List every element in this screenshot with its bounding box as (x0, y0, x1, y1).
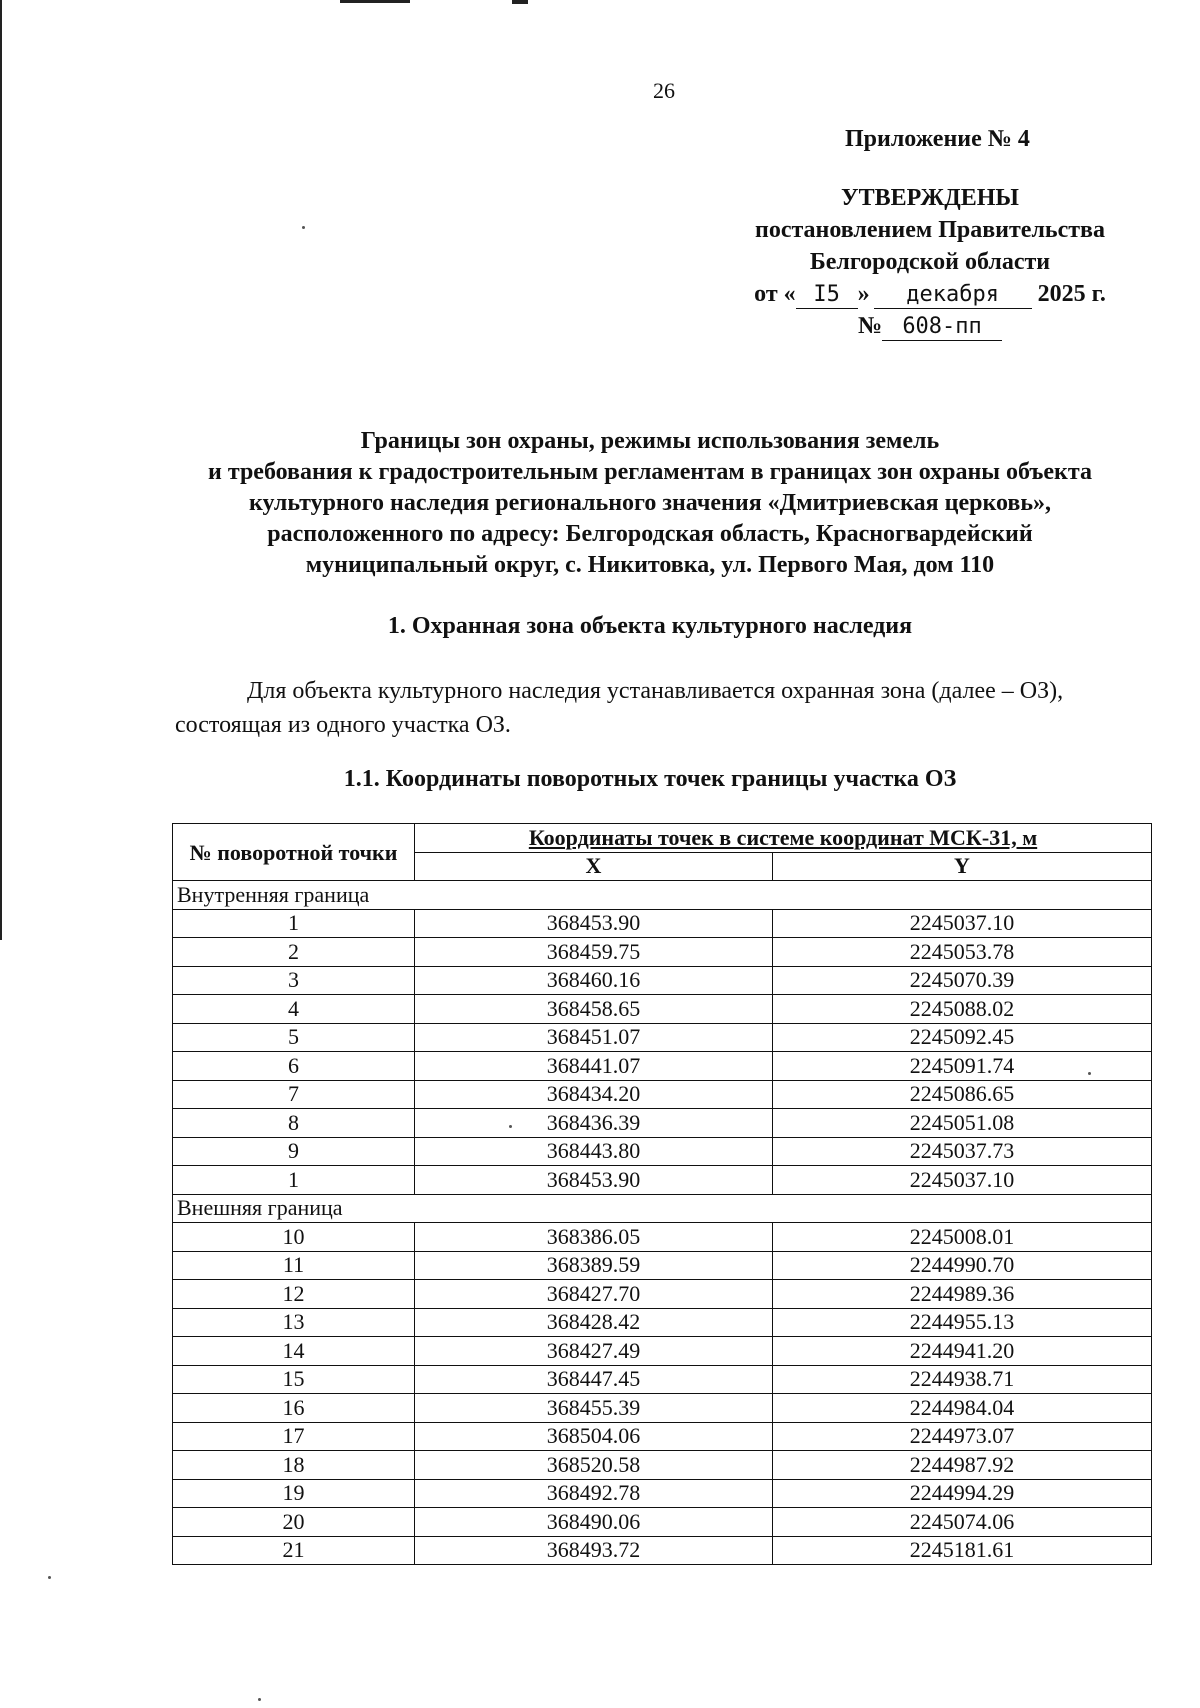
cell-x: 368389.59 (415, 1251, 773, 1280)
cell-x: 368493.72 (415, 1536, 773, 1565)
table-row (173, 1280, 1152, 1309)
title-line: культурного наследия регионального значения «Дмитриевская церковь», (248, 490, 1052, 516)
approval-date (720, 278, 1140, 310)
title-line: расположенного по адресу: Белгородская область, Красногвардейский (267, 521, 1033, 547)
date-prefix: от « (754, 281, 796, 307)
cell-y: 2244994.29 (773, 1479, 1152, 1508)
cell-x: 368386.05 (415, 1223, 773, 1252)
cell-y: 2244955.13 (773, 1308, 1152, 1337)
table-row (173, 1337, 1152, 1366)
coordinates-table (172, 823, 1152, 1565)
cell-point-number: 1 (173, 909, 415, 938)
cell-point-number: 11 (173, 1251, 415, 1280)
table-row (173, 1052, 1152, 1081)
table-row (173, 1023, 1152, 1052)
approval-number (720, 310, 1140, 342)
cell-x: 368504.06 (415, 1422, 773, 1451)
cell-x: 368451.07 (415, 1023, 773, 1052)
header-point-number: № поворотной точки (173, 824, 415, 881)
table-row (173, 909, 1152, 938)
table-row (173, 966, 1152, 995)
cell-y: 2245074.06 (773, 1508, 1152, 1537)
cell-x: 368492.78 (415, 1479, 773, 1508)
cell-y: 2245037.10 (773, 1166, 1152, 1195)
cell-x: 368434.20 (415, 1080, 773, 1109)
date-mid: » (857, 281, 870, 307)
cell-point-number: 2 (173, 938, 415, 967)
paragraph-line-1: Для объекта культурного наследия устанавливается охранная зона (далее – ОЗ), (247, 678, 1064, 704)
page-number: 26 (653, 78, 675, 103)
cell-x: 368453.90 (415, 1166, 773, 1195)
cell-point-number: 10 (173, 1223, 415, 1252)
table-row (173, 1137, 1152, 1166)
cell-x: 368427.70 (415, 1280, 773, 1309)
cell-point-number: 9 (173, 1137, 415, 1166)
cell-y: 2245053.78 (773, 938, 1152, 967)
table-row (173, 1508, 1152, 1537)
header-x: X (415, 852, 773, 881)
table-row (173, 1479, 1152, 1508)
cell-point-number: 19 (173, 1479, 415, 1508)
cell-point-number: 7 (173, 1080, 415, 1109)
section-title: 1. Охранная зона объекта культурного наследия (387, 613, 913, 639)
cell-x: 368453.90 (415, 909, 773, 938)
paragraph-line-2: состоящая из одного участка ОЗ. (175, 712, 511, 738)
cell-point-number: 21 (173, 1536, 415, 1565)
cell-y: 2245091.74 (773, 1052, 1152, 1081)
cell-point-number: 13 (173, 1308, 415, 1337)
approval-number-value: 608-пп (882, 314, 1002, 341)
table-row (173, 1109, 1152, 1138)
table-row (173, 1166, 1152, 1195)
table-row (173, 1422, 1152, 1451)
table-row (173, 995, 1152, 1024)
header-coordinates: Координаты точек в системе координат МСК-31, м (415, 824, 1152, 853)
table-row (173, 938, 1152, 967)
cell-y: 2245051.08 (773, 1109, 1152, 1138)
cell-x: 368447.45 (415, 1365, 773, 1394)
table-row (173, 1251, 1152, 1280)
cell-x: 368428.42 (415, 1308, 773, 1337)
cell-point-number: 6 (173, 1052, 415, 1081)
scan-speck (302, 226, 305, 229)
cell-x: 368490.06 (415, 1508, 773, 1537)
table-group-row (173, 1194, 1152, 1223)
approval-block (720, 182, 1140, 342)
cell-x: 368458.65 (415, 995, 773, 1024)
group-label: Внешняя граница (173, 1194, 1152, 1223)
cell-y: 2245070.39 (773, 966, 1152, 995)
approval-line-1: постановлением Правительства (754, 217, 1105, 243)
cell-y: 2244938.71 (773, 1365, 1152, 1394)
number-prefix: № (857, 313, 883, 339)
cell-point-number: 15 (173, 1365, 415, 1394)
header-y: Y (773, 852, 1152, 881)
cell-x: 368427.49 (415, 1337, 773, 1366)
cell-y: 2244987.92 (773, 1451, 1152, 1480)
table-row (173, 1394, 1152, 1423)
cell-x: 368436.39 (415, 1109, 773, 1138)
cell-y: 2244973.07 (773, 1422, 1152, 1451)
title-line: муниципальный округ, с. Никитовка, ул. Первого Мая, дом 110 (305, 552, 995, 578)
title-line: Границы зон охраны, режимы использования земель (360, 428, 940, 454)
cell-y: 2245037.10 (773, 909, 1152, 938)
cell-y: 2244989.36 (773, 1280, 1152, 1309)
cell-point-number: 14 (173, 1337, 415, 1366)
approval-title: УТВЕРЖДЕНЫ (841, 185, 1019, 211)
cell-point-number: 17 (173, 1422, 415, 1451)
date-month: декабря (874, 282, 1032, 309)
coordinates-body (173, 881, 1152, 1565)
table-row (173, 1451, 1152, 1480)
table-row (173, 1308, 1152, 1337)
cell-y: 2244990.70 (773, 1251, 1152, 1280)
date-year: 2025 г. (1037, 281, 1106, 307)
scan-speck (258, 1698, 261, 1701)
scan-artifact-top-left (340, 0, 410, 3)
cell-point-number: 3 (173, 966, 415, 995)
appendix-label: Приложение № 4 (845, 126, 1030, 152)
subsection-title: 1.1. Координаты поворотных точек границы участка ОЗ (343, 766, 957, 792)
cell-x: 368441.07 (415, 1052, 773, 1081)
cell-y: 2245008.01 (773, 1223, 1152, 1252)
cell-y: 2245037.73 (773, 1137, 1152, 1166)
approval-line-2: Белгородской области (809, 249, 1051, 275)
cell-x: 368459.75 (415, 938, 773, 967)
cell-point-number: 20 (173, 1508, 415, 1537)
cell-y: 2245181.61 (773, 1536, 1152, 1565)
cell-point-number: 16 (173, 1394, 415, 1423)
table-row (173, 1223, 1152, 1252)
cell-point-number: 8 (173, 1109, 415, 1138)
scan-artifact-left-edge (0, 0, 2, 940)
table-group-row (173, 881, 1152, 910)
cell-x: 368443.80 (415, 1137, 773, 1166)
cell-x: 368520.58 (415, 1451, 773, 1480)
table-row (173, 1365, 1152, 1394)
cell-point-number: 4 (173, 995, 415, 1024)
cell-y: 2245092.45 (773, 1023, 1152, 1052)
cell-y: 2244941.20 (773, 1337, 1152, 1366)
scan-speck (48, 1576, 51, 1579)
cell-point-number: 5 (173, 1023, 415, 1052)
table-row (173, 1536, 1152, 1565)
group-label: Внутренняя граница (173, 881, 1152, 910)
table-row (173, 1080, 1152, 1109)
cell-x: 368455.39 (415, 1394, 773, 1423)
cell-point-number: 12 (173, 1280, 415, 1309)
scan-artifact-top-right (512, 0, 528, 4)
date-day: I5 (796, 282, 858, 309)
cell-point-number: 1 (173, 1166, 415, 1195)
intro-paragraph (175, 674, 1150, 742)
cell-point-number: 18 (173, 1451, 415, 1480)
cell-y: 2245088.02 (773, 995, 1152, 1024)
cell-x: 368460.16 (415, 966, 773, 995)
document-title (150, 426, 1150, 581)
cell-y: 2244984.04 (773, 1394, 1152, 1423)
title-line: и требования к градостроительным регламентам в границах зон охраны объекта (208, 459, 1092, 485)
cell-y: 2245086.65 (773, 1080, 1152, 1109)
